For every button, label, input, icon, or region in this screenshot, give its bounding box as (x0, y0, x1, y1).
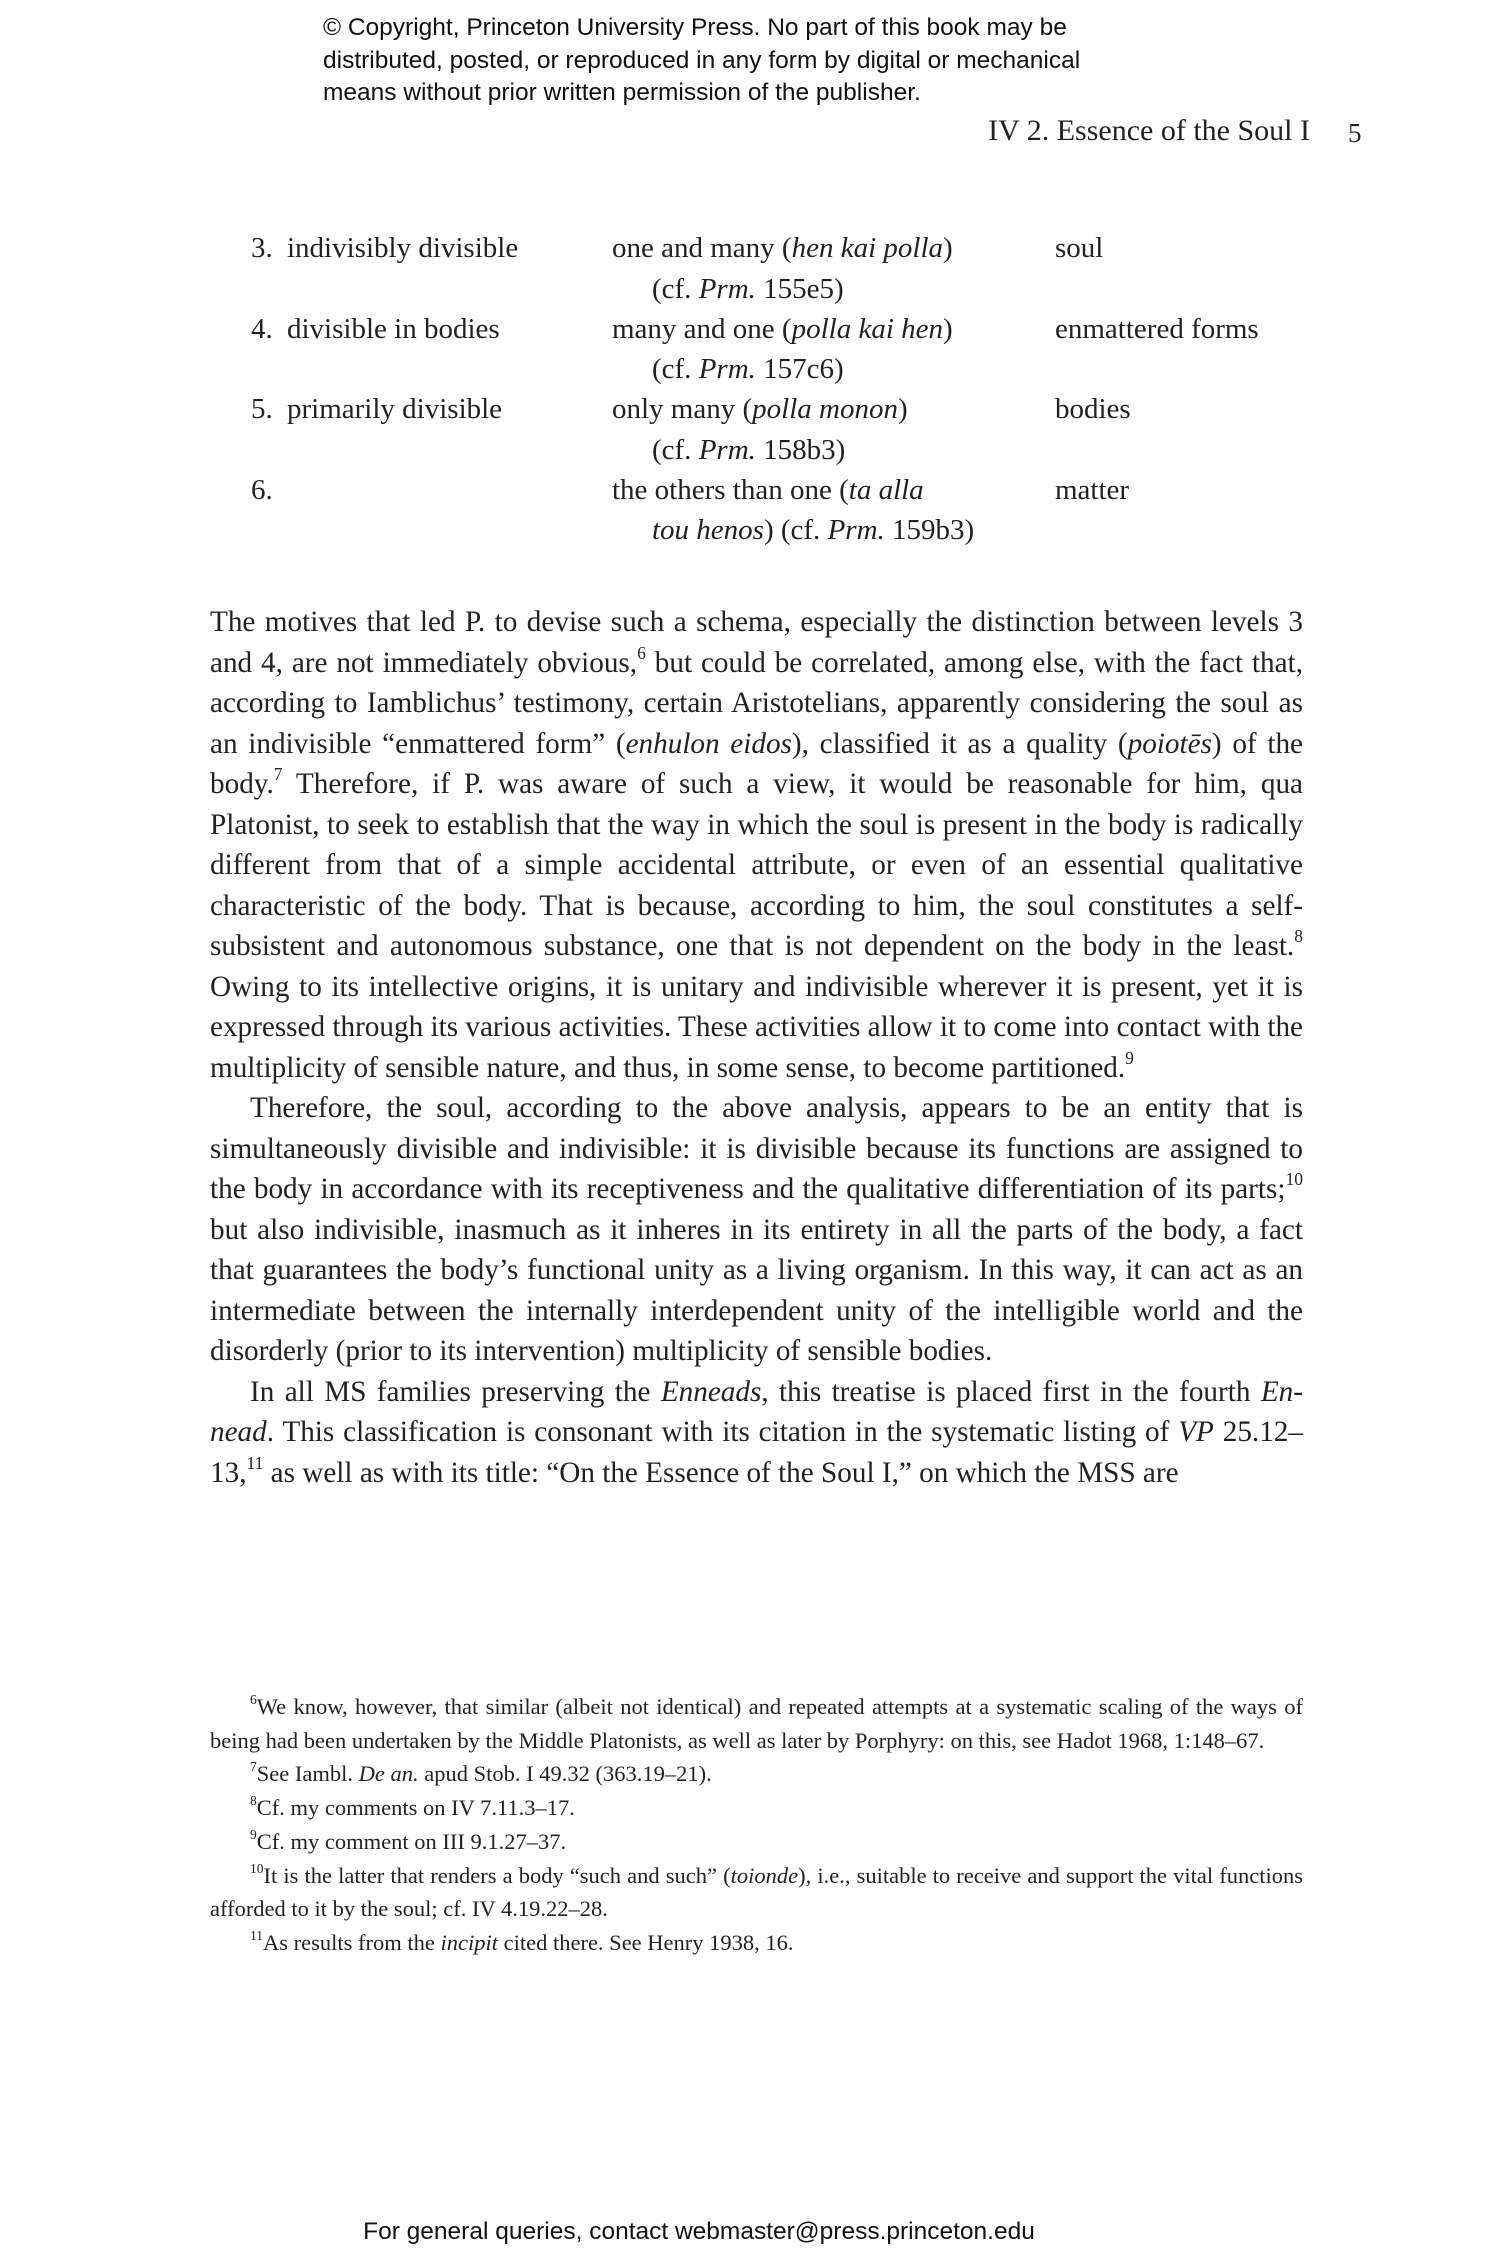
footnote-marker: 7 (250, 1759, 257, 1775)
level-label: primarily divisible (287, 393, 503, 425)
page-number: 5 (1348, 118, 1362, 148)
footnote: $^8$Cf. my comments on IV 7.11.3–17. (250, 1792, 575, 1821)
level-row (251, 228, 1351, 309)
footnote: $^{11}$As results from the incipit cited there. See Henry 1938, 16. (250, 1927, 794, 1955)
footnote-marker: 10 (250, 1860, 264, 1876)
copyright-line: distributed, posted, or reproduced in any form by digital or mechanical (323, 46, 1081, 74)
level-row (251, 309, 1351, 390)
paragraph: The motives that led P. to devise such a schema, especially the distinction between levels 3 and 4, are not immediately obvious,$^6$ but could be correlated, among else, with the fact that, according to Iamblichus’ testimony, certain Aristotelians, apparently considering the soul as an indivisible “enmattered form” (enhulon eidos), classified it as a quality (poiotēs) of the body.$^7$ Therefore, if P. was aware of such a view, it would be reasonable for him, qua Platonist, to seek to establish that the way in which the soul is present in the body is radically different from that of a simple accidental attribute, or even of an essential qualitative characteristic of the body. That is because, according to him, the soul constitutes a self-subsistent and autonomous substance, one that is not dependent on the body in the least.$^8$ Owing to its intellective origins, it is unitary and indivisible wherever it is present, yet it is expressed through its various activities. These activities allow it to come into contact with the multiplicity of sensible nature, and thus, in some sense, to become partitioned.$^9$ (210, 606, 1303, 1084)
footnote: $^9$Cf. my comment on III 9.1.27–37. (250, 1826, 567, 1854)
level-description: only many (polla monon) (cf. Prm. 158b3) (612, 393, 908, 466)
footer-text: For general queries, contact webmaster@press.princeton.edu (363, 2218, 1035, 2245)
level-entity: enmattered forms (1055, 312, 1259, 345)
level-row (251, 389, 1351, 470)
level-entity: soul (1055, 232, 1104, 264)
level-description: many and one (polla kai hen) (cf. Prm. 157c6) (612, 312, 953, 385)
footnote-ref[interactable]: 8 (1294, 925, 1303, 946)
footnote-marker: 8 (250, 1792, 257, 1808)
footnote-marker: 9 (250, 1826, 257, 1842)
footnote-ref[interactable]: 6 (637, 642, 646, 663)
copyright-notice (323, 12, 1223, 110)
level-label: divisible in bodies (287, 312, 500, 345)
level-row (251, 470, 1351, 551)
running-head-title: IV 2. Essence of the Soul I (988, 114, 1310, 147)
level-number: 3. (251, 232, 273, 264)
level-entity: bodies (1055, 393, 1131, 425)
footnote-ref[interactable]: 9 (1125, 1047, 1134, 1068)
footnote-ref[interactable]: 10 (1285, 1168, 1303, 1189)
level-entity: matter (1055, 473, 1130, 506)
level-number: 5. (251, 393, 273, 425)
levels-table (251, 228, 1351, 550)
footnotes (210, 1690, 1303, 1960)
paragraph: In all MS families preserving the Enneads, this treatise is placed first in the fourth Ennead. This classification is consonant with its citation in the systematic listing of VP 25.12–13,11 as well as with its title: “On the Essence of the Soul I,” on which the MSS are (210, 1375, 1303, 1489)
level-description: one and many (hen kai polla) (cf. Prm. 155e5) (612, 232, 953, 305)
level-label: indivisibly divisible (287, 232, 519, 264)
paragraph: Therefore, the soul, according to the above analysis, appears to be an entity that is simultaneously divisible and indivisible: it is divisible because its functions are assigned to the body in accordance with its receptiveness and the qualitative differentiation of its parts;$^{10}$ but also indivisible, inasmuch as it inheres in its entirety in all the parts of the body, a fact that guarantees the body’s functional unity as a living organism. In this way, it can act as an intermediate between the internally interdependent unity of the intelligible world and the disorderly (prior to its intervention) multiplicity of sensible bodies. (210, 1092, 1303, 1367)
copyright-line: means without prior written permission of the publisher. (323, 79, 921, 106)
level-description: the others than one (ta alla tou henos) (cf. Prm. 159b3) (612, 473, 975, 546)
level-number: 4. (251, 312, 273, 345)
footer-contact (0, 2218, 1500, 2246)
footnote-marker: 6 (250, 1691, 257, 1707)
footnote: $^{10}$It is the latter that renders a body “such and such” (toionde), i.e., suitable to receive and support the vital functions afforded to it by the soul; cf. IV 4.19.22–28. (210, 1860, 1304, 1922)
level-number: 6. (251, 473, 273, 506)
footnote-ref[interactable]: 7 (273, 763, 283, 784)
footnote: $^7$See Iambl. De an. apud Stob. I 49.32 (363.19–21). (250, 1759, 712, 1787)
footnote-marker: 11 (250, 1927, 263, 1943)
footnote-ref[interactable]: 11 (246, 1452, 264, 1473)
main-text (210, 602, 1303, 1493)
footnote: $^6$We know, however, that similar (albeit not identical) and repeated attempts at a systematic scaling of the ways of being had been undertaken by the Middle Platonists, as well as later by Porphyry: on this, see Hadot 1968, 1:148–67. (210, 1691, 1303, 1753)
copyright-line: © Copyright, Princeton University Press. No part of this book may be (323, 14, 1067, 41)
